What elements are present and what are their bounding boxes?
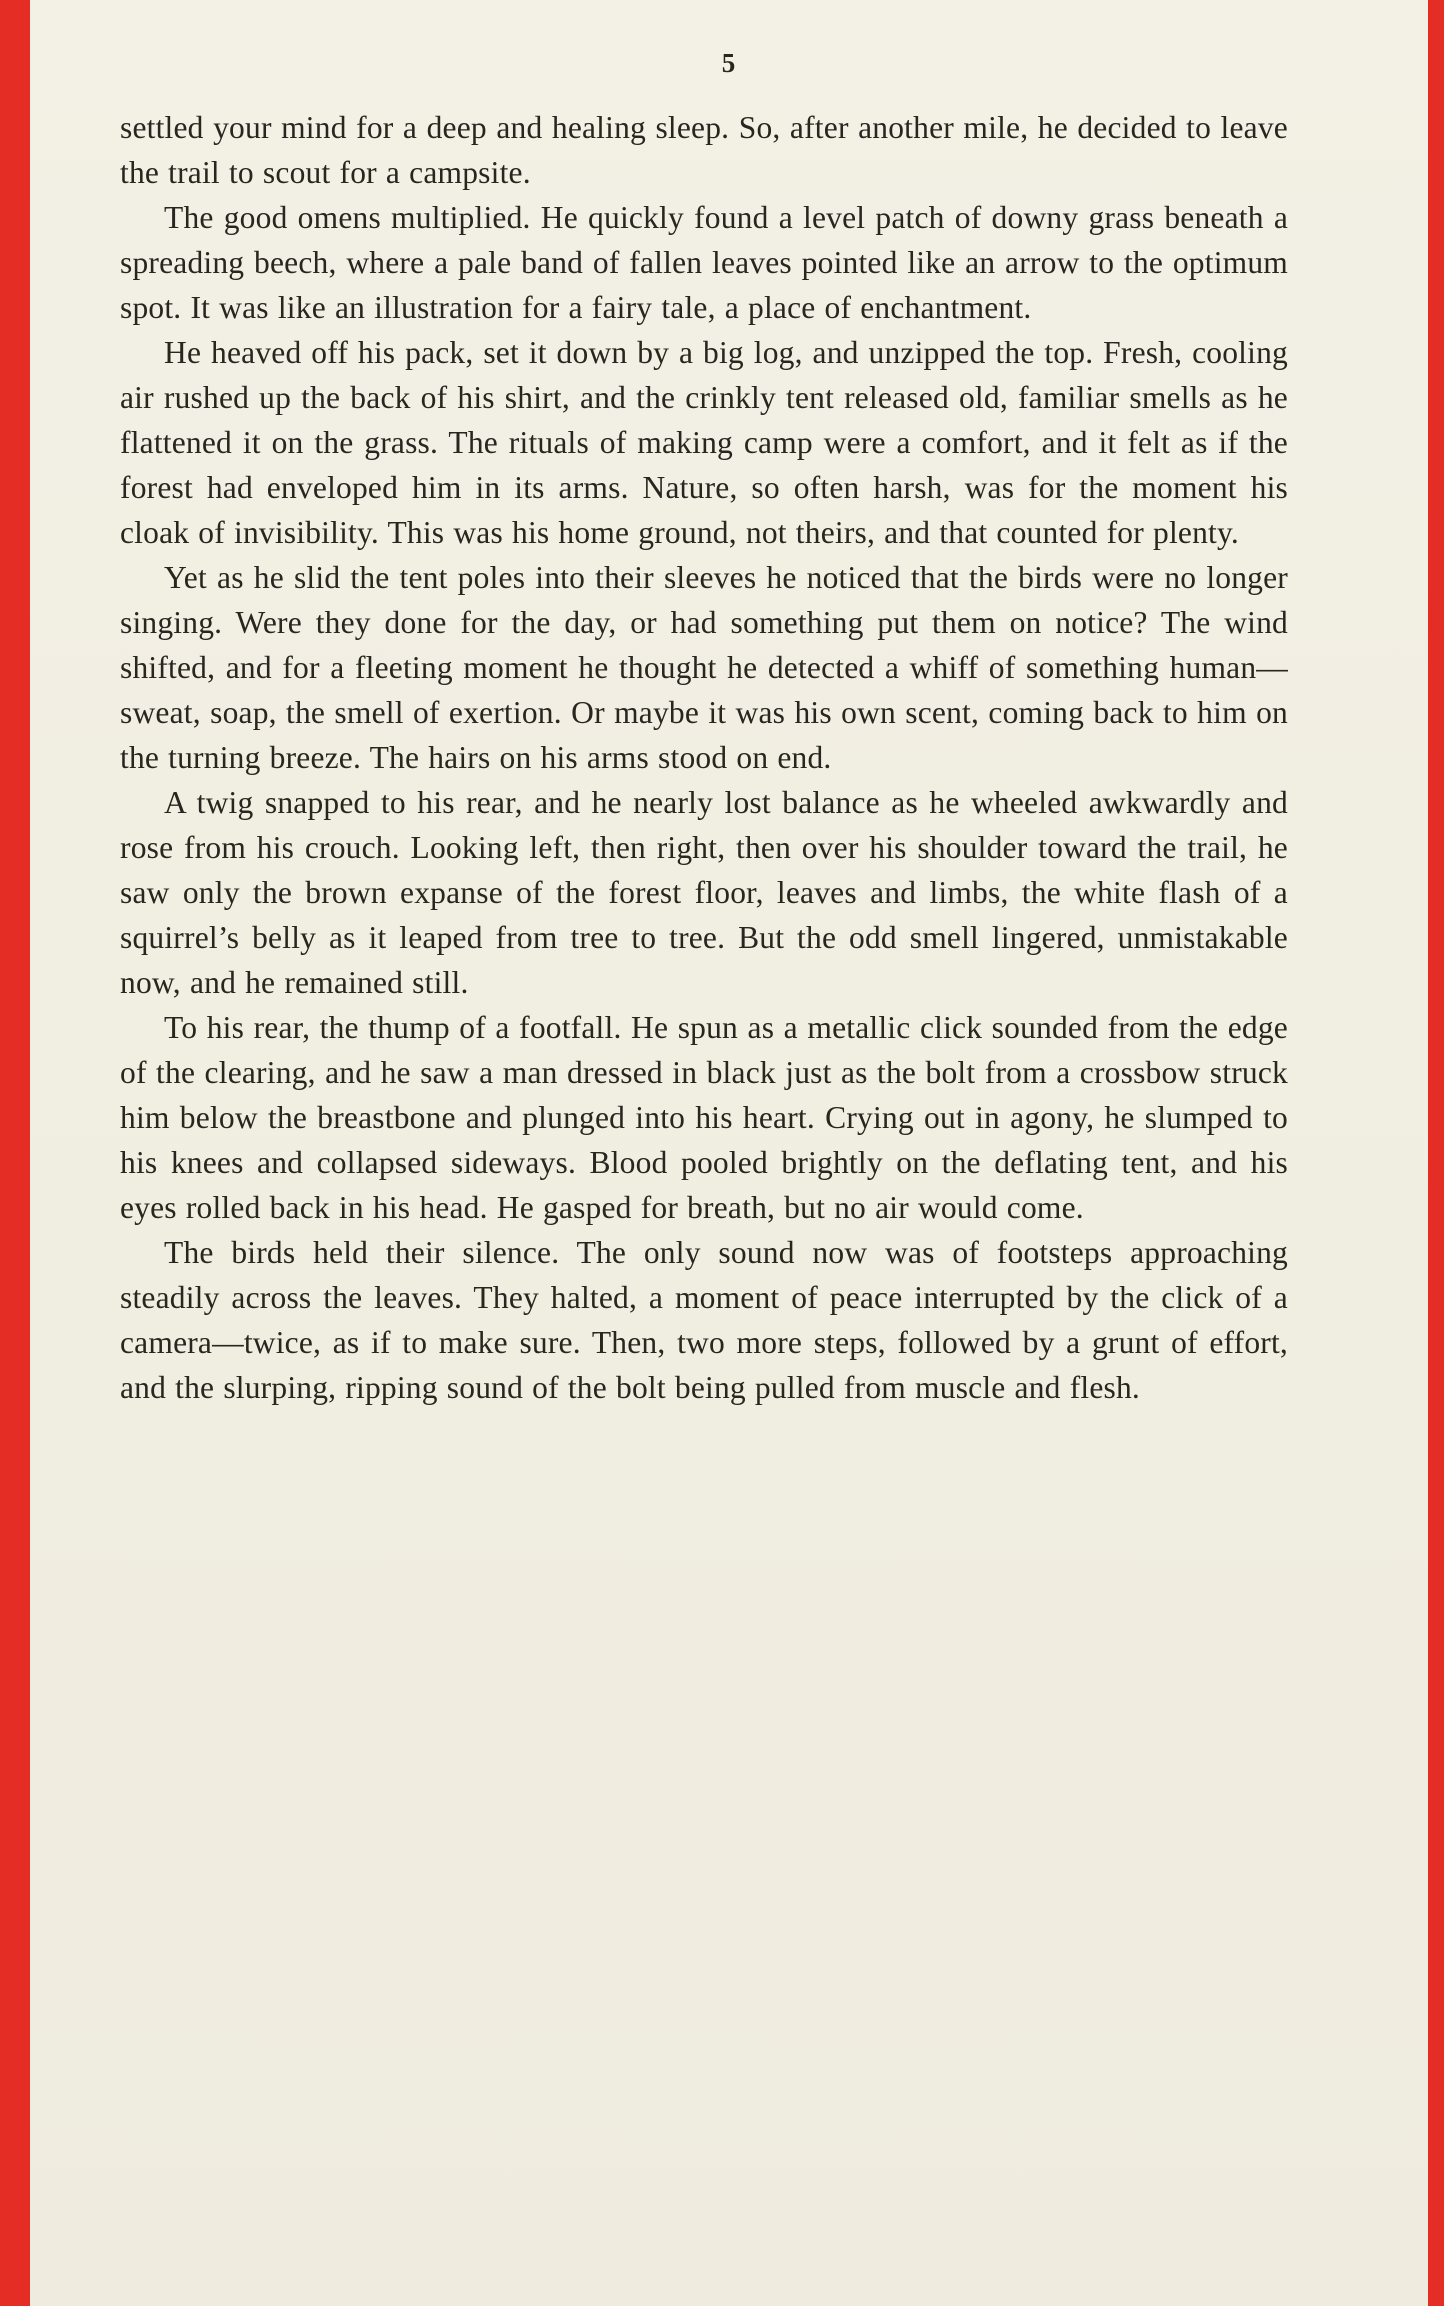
paragraph: Yet as he slid the tent poles into their sleeves he noticed that the birds were no longer singing. Were they done for the day, or had something put them on notice? The wind shifted, and for a fleeting moment he thought he detected a whiff of something human—sweat, soap, the smell of exertion. Or maybe it was his own scent, coming back to him on the turning breeze. The hairs on his arms stood on end.: [120, 560, 1288, 775]
book-edge-left: [0, 0, 30, 2306]
text-block: [120, 105, 1288, 1410]
paragraph: He heaved off his pack, set it down by a big log, and unzipped the top. Fresh, cooling air rushed up the back of his shirt, and the crinkly tent released old, familiar smells as he flattened it on the grass. The rituals of making camp were a comfort, and it felt as if the forest had enveloped him in its arms. Nature, so often harsh, was for the moment his cloak of invisibility. This was his home ground, not theirs, and that counted for plenty.: [120, 335, 1288, 550]
paragraph: The good omens multiplied. He quickly found a level patch of downy grass beneath a spreading beech, where a pale band of fallen leaves pointed like an arrow to the optimum spot. It was like an illustration for a fairy tale, a place of enchantment.: [120, 200, 1288, 325]
page-number: 5: [721, 48, 737, 78]
paragraph: settled your mind for a deep and healing sleep. So, after another mile, he decided to leave the trail to scout for a campsite.: [120, 110, 1288, 190]
paragraph: The birds held their silence. The only sound now was of footsteps approaching steadily across the leaves. They halted, a moment of peace interrupted by the click of a camera—twice, as if to make sure. Then, two more steps, followed by a grunt of effort, and the slurping, ripping sound of the bolt being pulled from muscle and flesh.: [120, 1235, 1288, 1405]
book-edge-right: [1428, 0, 1444, 2306]
book-page: [30, 0, 1428, 2306]
paragraph: A twig snapped to his rear, and he nearly lost balance as he wheeled awkwardly and rose from his crouch. Looking left, then right, then over his shoulder toward the trail, he saw only the brown expanse of the forest floor, leaves and limbs, the white flash of a squirrel’s belly as it leaped from tree to tree. But the odd smell lingered, unmistakable now, and he remained still.: [120, 785, 1288, 1000]
paragraph: To his rear, the thump of a footfall. He spun as a metallic click sounded from the edge of the clearing, and he saw a man dressed in black just as the bolt from a crossbow struck him below the breastbone and plunged into his heart. Crying out in agony, he slumped to his knees and collapsed sideways. Blood pooled brightly on the deflating tent, and his eyes rolled back in his head. He gasped for breath, but no air would come.: [120, 1010, 1288, 1225]
